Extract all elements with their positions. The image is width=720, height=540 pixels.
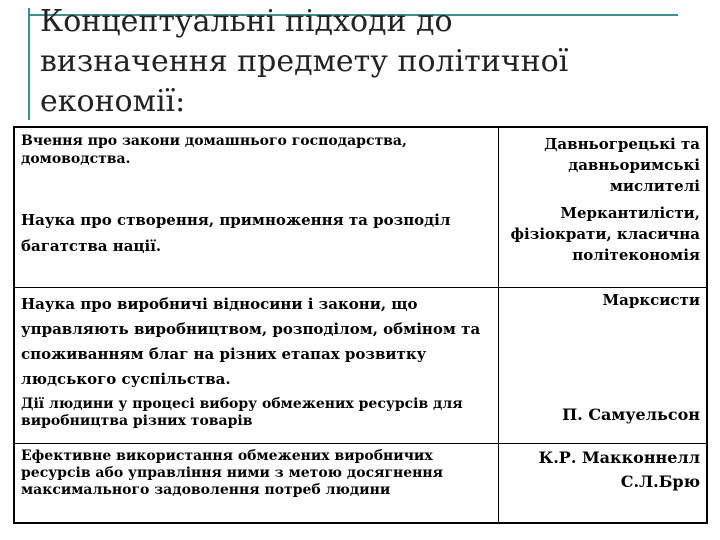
approaches-table: [13, 126, 708, 524]
authors-line: К.Р. Макконнелл: [538, 448, 700, 467]
slide-title-line-1: Концептуальні підходи до: [40, 4, 453, 39]
slide-title-line-3: економії:: [40, 84, 186, 119]
definition-cell: Наука про виробничі відносини і закони, що управляють виробництвом, розподілом, обміном та споживанням благ на різних етапах розвитку людського суспільства.: [14, 287, 498, 394]
authors-line: С.Л.Брю: [620, 472, 700, 491]
authors-line: Давньогрецькі та: [544, 135, 700, 153]
table-row: [14, 444, 707, 524]
definition-cell: Наука про створення, примноження та розподіл багатства нації.: [14, 199, 498, 287]
authors-cell: [498, 287, 707, 394]
definition-cell: Дії людини у процесі вибору обмежених ресурсів для виробництва різних товарів: [14, 394, 498, 444]
authors-line: фізіократи, класична: [510, 225, 700, 243]
authors-line: мислителі: [609, 177, 700, 195]
decorative-vertical-line: [28, 8, 30, 120]
authors-cell: [498, 394, 707, 444]
authors-cell: [498, 199, 707, 287]
table-row: [14, 199, 707, 287]
slide-title: [40, 2, 680, 122]
authors-line: Меркантилісти,: [560, 204, 700, 222]
table-row: [14, 394, 707, 444]
authors-cell: [498, 127, 707, 199]
table-row: [14, 127, 707, 199]
slide-title-line-2: визначення предмету політичної: [40, 44, 569, 79]
authors-line: П. Самуельсон: [562, 404, 700, 424]
table-row: [14, 287, 707, 394]
definition-cell: Вчення про закони домашнього господарства, домоводства.: [14, 127, 498, 199]
authors-line: давньоримські: [568, 156, 700, 174]
authors-line: політекономія: [572, 246, 700, 264]
authors-cell: [498, 444, 707, 524]
authors-line: Марксисти: [602, 290, 700, 309]
definition-cell: Ефективне використання обмежених виробничих ресурсів або управління ними з метою досягнення максимального задоволення потреб людини: [14, 444, 498, 524]
